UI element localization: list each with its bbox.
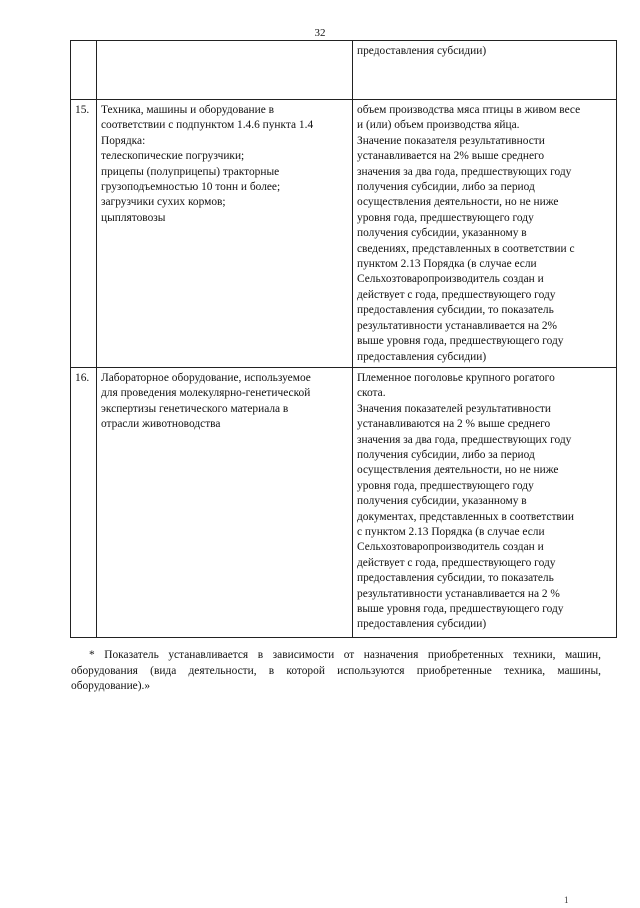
description-line: для проведения молекулярно-генетической: [101, 387, 311, 400]
indicator-line: скота.: [357, 387, 386, 400]
indicator-line: действует с года, предшествующего году: [357, 288, 556, 301]
row-number-cell: 15.: [71, 100, 97, 368]
corner-mark: 1: [564, 895, 569, 905]
indicator-line: предоставления субсидии): [357, 350, 487, 363]
indicator-line: Сельхозтоваропроизводитель создан и: [357, 273, 544, 286]
indicator-line: с пунктом 2.13 Порядка (в случае если: [357, 525, 545, 538]
description-line: загрузчики сухих кормов;: [101, 196, 226, 209]
indicator-line: предоставления субсидии): [357, 618, 487, 631]
indicator-line: Сельхозтоваропроизводитель создан и: [357, 541, 544, 554]
row-number-cell: 16.: [71, 367, 97, 637]
indicator-line: выше уровня года, предшествующего году: [357, 335, 564, 348]
indicator-line: выше уровня года, предшествующего году: [357, 603, 564, 615]
indicator-line: уровня года, предшествующего году: [357, 479, 534, 492]
table-row-15: [71, 100, 617, 368]
row-number-cell: [71, 41, 97, 100]
indicator-line: уровня года, предшествующего году: [357, 211, 534, 224]
footnote: * Показатель устанавливается в зависимости от назначения приобретенных техники, машин, оборудования (вида деятельности, в которой используются приобретенные техника, машины, оборудование).»: [71, 649, 601, 693]
equipment-description-cell: [97, 100, 353, 368]
indicator-line: предоставления субсидии, то показатель: [357, 304, 554, 317]
indicator-cell: [353, 367, 617, 637]
subsidy-indicators-table: [70, 40, 617, 638]
indicator-line: результативности устанавливается на 2%: [357, 319, 558, 332]
page-number: 32: [314, 27, 326, 39]
indicator-line: объем производства мяса птицы в живом весе: [357, 104, 581, 116]
indicator-line: Значение показателя результативности: [357, 134, 545, 147]
indicator-line: получения субсидии, либо за период: [357, 448, 535, 461]
equipment-description-cell: [97, 41, 353, 100]
description-line: прицепы (полуприцепы) тракторные: [101, 165, 280, 178]
table-row-16: [71, 367, 617, 637]
indicator-line: предоставления субсидии, то показатель: [357, 572, 554, 585]
indicator-line: действует с года, предшествующего году: [357, 556, 556, 569]
description-line: соответствии с подпунктом 1.4.6 пункта 1.4: [101, 119, 314, 132]
indicator-line: результативности устанавливается на 2 %: [357, 587, 560, 600]
description-line: цыплятовозы: [101, 211, 166, 224]
description-line: Порядка:: [101, 134, 146, 147]
indicator-line: и (или) объем производства яйца.: [357, 119, 520, 132]
indicator-line: Значения показателей результативности: [357, 402, 551, 415]
indicator-line: значения за два года, предшествующих году: [357, 165, 572, 178]
indicator-line: сведениях, представленных в соответствии с: [357, 242, 575, 255]
indicator-line: значения за два года, предшествующих году: [357, 433, 572, 446]
description-line: отрасли животноводства: [101, 418, 221, 431]
indicator-line: осуществления деятельности, но не ниже: [357, 196, 559, 209]
indicator-line: устанавливаются на 2 % выше среднего: [357, 418, 551, 431]
table-row-continuation: [71, 41, 617, 100]
indicator-cell: [353, 41, 617, 100]
indicator-line: получения субсидии, указанному в: [357, 227, 527, 240]
indicator-line: пунктом 2.13 Порядка (в случае если: [357, 258, 537, 271]
description-line: Техника, машины и оборудование в: [101, 104, 274, 116]
indicator-line: получения субсидии, либо за период: [357, 181, 535, 194]
indicator-line: Племенное поголовье крупного рогатого: [357, 371, 555, 384]
description-line: телескопические погрузчики;: [101, 150, 245, 163]
description-line: грузоподъемностью 10 тонн и более;: [101, 181, 281, 194]
indicator-line: получения субсидии, указанному в: [357, 495, 527, 508]
indicator-cell: [353, 100, 617, 368]
indicator-line: документах, представленных в соответствии: [357, 510, 574, 523]
description-line: экспертизы генетического материала в: [101, 402, 289, 415]
indicator-line: осуществления деятельности, но не ниже: [357, 464, 559, 477]
description-line: Лабораторное оборудование, используемое: [101, 371, 311, 384]
indicator-line: устанавливается на 2% выше среднего: [357, 150, 545, 163]
indicator-line: предоставления субсидии): [357, 45, 487, 57]
equipment-description-cell: [97, 367, 353, 637]
